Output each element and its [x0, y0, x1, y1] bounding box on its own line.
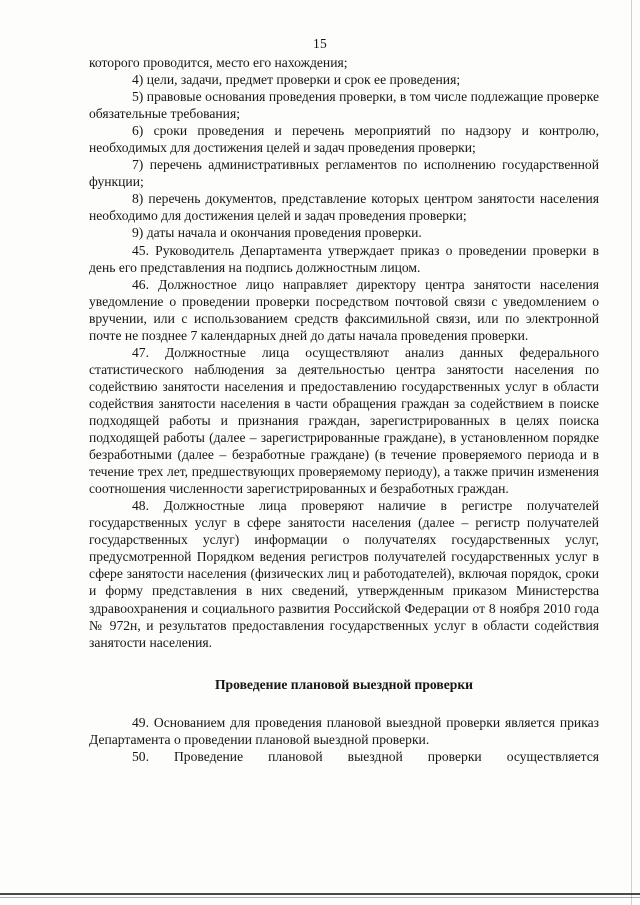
paragraph: 4) цели, задачи, предмет проверки и срок ее проведения; [132, 72, 461, 88]
paragraph: 8) перечень документов, представление которых центром занятости населения необходимо для достижения целей и задач проведения проверки; [89, 191, 599, 224]
document-body [89, 54, 599, 765]
paragraph: 9) даты начала и окончания проведения проверки. [132, 225, 422, 241]
section-heading: Проведение плановой выездной проверки [214, 676, 473, 692]
paragraph: 46. Должностное лицо направляет директору центра занятости населения уведомление о проведении проверки посредством почтовой связи с уведомлением о вручении, или с использованием средств факсимильной связи, или по электронной почте не позднее 7 календарных дней до даты начала проведения проверки. [89, 276, 599, 343]
paragraph: которого проводится, место его нахождения; [89, 55, 348, 70]
paragraph: 50. Проведение плановой выездной проверки осуществляется [132, 748, 599, 764]
paragraph: 47. Должностные лица осуществляют анализ данных федерального статистического наблюдения за деятельностью центра занятости населения по содействию занятости населения и предоставлению государственных услуг в области содействия занятости населения в части обращения граждан за содействием в поиске подходящей работы и признания граждан, зарегистрированных в целях поиска подходящей работы (далее – зарегистрированные граждане), в установленном порядке безработными (далее – безработные граждане) (в течение проверяемого периода и в течение трех лет, предшествующих проверяемому периоду), а также причин изменения соотношения численности зарегистрированных и безработных граждан. [89, 344, 599, 497]
paragraph: 5) правовые основания проведения проверки, в том числе подлежащие проверке обязательные требования; [89, 89, 599, 122]
paragraph: 7) перечень административных регламентов по исполнению государственной функции; [89, 157, 599, 190]
scan-edge-right [631, 0, 632, 905]
paragraph: 48. Должностные лица проверяют наличие в регистре получателей государственных услуг в сфере занятости населения (далее – регистр получателей государственных услуг) информации о получателях государственных услуг, предусмотренной Порядком ведения регистров получателей государственных услуг в сфере занятости населения (физических лиц и работодателей), включая порядок, сроки и форму представления в них сведений, утвержденным приказом Министерства здравоохранения и социального развития Российской Федерации от 8 ноября 2010 года № 972н, и результатов предоставления государственных услуг в области содействия занятости населения. [89, 498, 599, 650]
paragraph: 6) сроки проведения и перечень мероприятий по надзору и контролю, необходимых для достижения целей и задач проведения проверки; [89, 123, 599, 156]
paragraph: 49. Основанием для проведения плановой выездной проверки является приказ Департамента о проведении плановой выездной проверки. [89, 714, 599, 747]
scan-edge-line [0, 897, 640, 898]
scan-edge-line [0, 893, 640, 895]
paragraph: 45. Руководитель Департамента утверждает приказ о проведении проверки в день его представления на подпись должностным лицом. [89, 242, 599, 275]
page-number: 15 [313, 36, 327, 51]
